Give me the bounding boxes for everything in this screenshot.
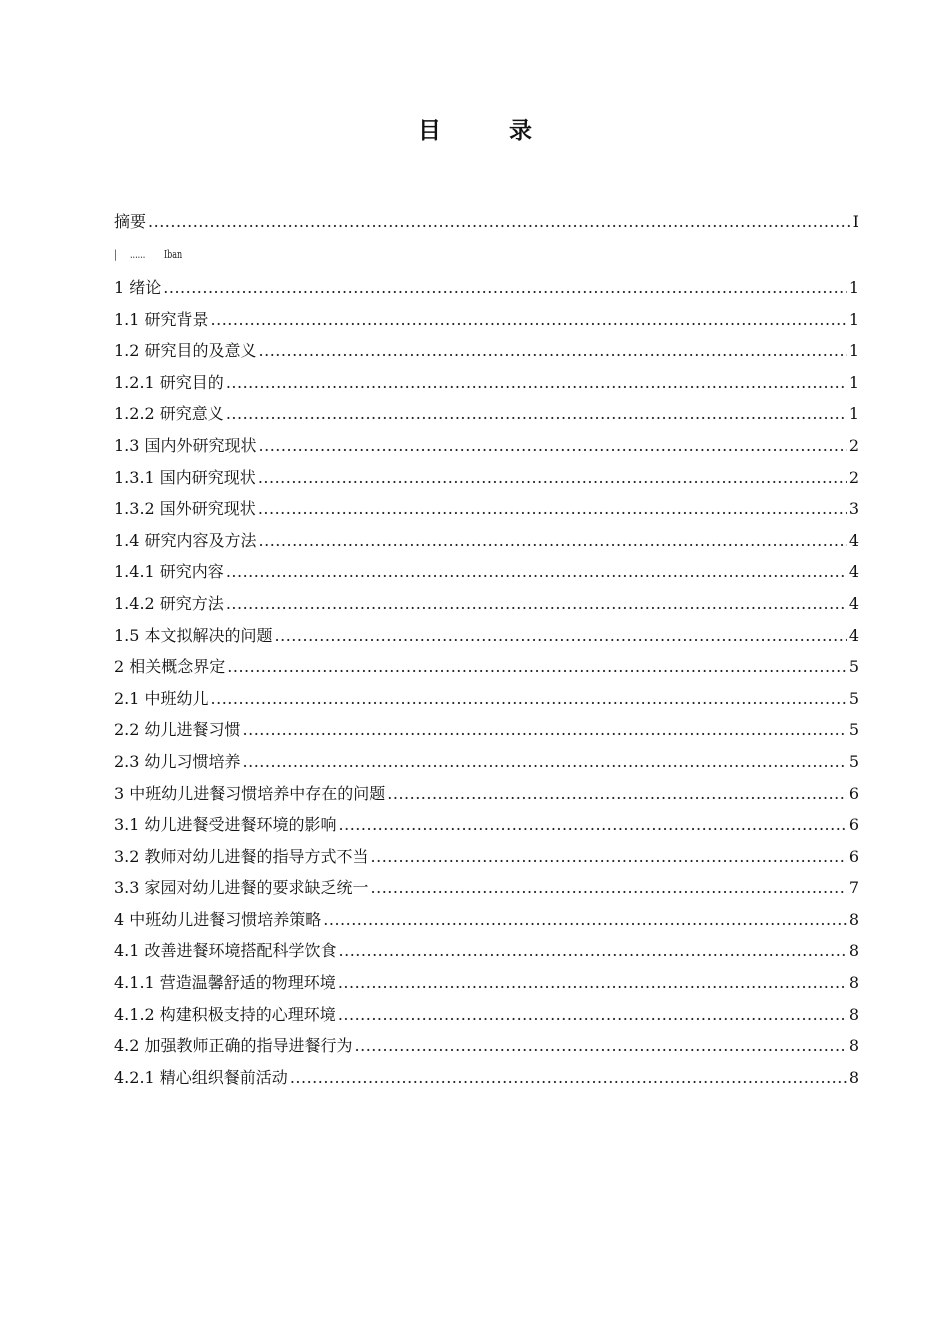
toc-dot-leader: [275, 620, 847, 652]
toc-entry-page: 1: [848, 372, 859, 392]
toc-entry-page: 3: [848, 499, 859, 519]
toc-entry-page: 4: [848, 530, 859, 550]
toc-entry-page: 4: [848, 593, 859, 613]
toc-entry[interactable]: [114, 778, 859, 810]
toc-entry-label: 1.2 研究目的及意义: [114, 341, 257, 361]
toc-dot-leader: [290, 1062, 847, 1094]
toc-entry-label: 3 中班幼儿进餐习惯培养中存在的问题: [114, 783, 386, 803]
toc-entry-page: 1: [848, 278, 859, 297]
toc-dot-leader: [258, 493, 847, 525]
toc-entry-page: 8: [848, 909, 859, 929]
toc-entry-label: 1.4 研究内容及方法: [114, 530, 257, 550]
toc-dot-leader: [355, 1030, 847, 1062]
toc-entry-page: 5: [848, 657, 859, 677]
toc-dot-leader: [163, 272, 847, 304]
toc-dot-leader: [211, 304, 847, 336]
toc-entry-page: 5: [848, 688, 859, 708]
toc-entry[interactable]: [114, 714, 859, 746]
toc-entry-label: 1.3.2 国外研究现状: [114, 499, 256, 519]
toc-entry[interactable]: [114, 872, 859, 904]
toc-dot-leader: [259, 525, 847, 557]
toc-entry-page: I: [852, 212, 859, 231]
toc-entry-label: 1.3 国内外研究现状: [114, 435, 257, 455]
toc-entry-label: 4.2.1 精心组织餐前活动: [114, 1067, 288, 1087]
toc-dot-leader: [226, 367, 847, 399]
toc-entry-label: 1.4.2 研究方法: [114, 593, 224, 613]
toc-entry-label: 1.2.2 研究意义: [114, 404, 224, 424]
toc-entry-page: 1: [848, 341, 859, 361]
toc-entry-label: 1.4.1 研究内容: [114, 562, 224, 582]
toc-entry-abstract[interactable]: [114, 205, 859, 238]
toc-entry-label: 3.1 幼儿进餐受进餐环境的影响: [114, 815, 337, 835]
toc-entry-page: 4: [848, 625, 859, 645]
toc-entry-label: 3.2 教师对幼儿进餐的指导方式不当: [114, 846, 369, 866]
toc-entry[interactable]: [114, 935, 859, 967]
toc-entry-label: 4 中班幼儿进餐习惯培养策略: [114, 909, 322, 929]
toc-dot-leader: [226, 398, 847, 430]
toc-dot-leader: [148, 205, 851, 238]
toc-entry[interactable]: [114, 809, 859, 841]
toc-entry-page: 1: [848, 309, 859, 329]
toc-entry[interactable]: [114, 493, 859, 525]
toc-entry[interactable]: [114, 335, 859, 367]
toc-entry[interactable]: [114, 1062, 859, 1094]
toc-entry-label: 4.1.2 构建积极支持的心理环境: [114, 1004, 336, 1024]
toc-entry-label: 4.1.1 营造温馨舒适的物理环境: [114, 973, 336, 993]
toc-entry[interactable]: [114, 272, 859, 304]
toc-entry[interactable]: [114, 746, 859, 778]
toc-entry[interactable]: [114, 1030, 859, 1062]
toc-entry[interactable]: [114, 683, 859, 715]
toc-entry[interactable]: [114, 304, 859, 336]
toc-entry-label: 1.2.1 研究目的: [114, 372, 224, 392]
toc-entry-page: 8: [848, 941, 859, 961]
page-title: 目 录: [417, 118, 562, 144]
toc-entry-label: 摘要: [114, 212, 147, 231]
toc-entry-garbled: [114, 238, 859, 272]
toc-entry-label: 2.3 幼儿习惯培养: [114, 751, 241, 771]
garbled-text: Iban: [164, 248, 183, 261]
toc-entry[interactable]: [114, 462, 859, 494]
toc-entry[interactable]: [114, 556, 859, 588]
toc-entry-label: 3.3 家园对幼儿进餐的要求缺乏统一: [114, 878, 369, 898]
toc-entry-label: 2.2 幼儿进餐习惯: [114, 720, 241, 740]
toc-entry-label: 4.2 加强教师正确的指导进餐行为: [114, 1036, 353, 1056]
toc-entry-label: 4.1 改善进餐环境搭配科学饮食: [114, 941, 337, 961]
toc-entry[interactable]: [114, 999, 859, 1031]
toc-dot-leader: [258, 462, 847, 494]
toc-dot-leader: [259, 335, 847, 367]
toc-entry-page: 2: [848, 467, 859, 487]
toc-entry-page: 2: [848, 435, 859, 455]
toc-entry[interactable]: [114, 841, 859, 873]
toc-entry[interactable]: [114, 367, 859, 399]
toc-entry-label: 2 相关概念界定: [114, 657, 226, 677]
toc-dot-leader: [259, 430, 847, 462]
garbled-dots: ......: [130, 248, 146, 261]
table-of-contents: [114, 205, 859, 1093]
toc-entry-label: 2.1 中班幼儿: [114, 688, 209, 708]
toc-dot-leader: [227, 651, 847, 683]
toc-entry[interactable]: [114, 904, 859, 936]
toc-entry-label: 1.5 本文拟解决的问题: [114, 625, 273, 645]
toc-entry-page: 5: [848, 720, 859, 740]
toc-dot-leader: [323, 904, 847, 936]
toc-entry[interactable]: [114, 525, 859, 557]
toc-dot-leader: [339, 935, 847, 967]
toc-dot-leader: [371, 872, 847, 904]
toc-entry[interactable]: [114, 398, 859, 430]
toc-dot-leader: [243, 714, 847, 746]
toc-dot-leader: [226, 556, 847, 588]
toc-entry[interactable]: [114, 430, 859, 462]
toc-dot-leader: [243, 746, 847, 778]
garbled-mark: |: [114, 248, 117, 261]
toc-entry-page: 7: [848, 878, 859, 898]
toc-entry[interactable]: [114, 651, 859, 683]
toc-entry-page: 8: [848, 1067, 859, 1087]
toc-entry-page: 1: [848, 404, 859, 424]
toc-dot-leader: [211, 683, 847, 715]
toc-dot-leader: [339, 809, 847, 841]
toc-entry-label: 1.1 研究背景: [114, 309, 209, 329]
toc-entry-page: 8: [848, 1004, 859, 1024]
toc-dot-leader: [226, 588, 847, 620]
toc-entry[interactable]: [114, 588, 859, 620]
toc-entry-page: 5: [848, 751, 859, 771]
toc-entry-page: 8: [848, 1036, 859, 1056]
toc-dot-leader: [387, 778, 847, 810]
toc-entry-label: 1 绪论: [114, 278, 162, 297]
toc-entry-page: 6: [848, 846, 859, 866]
toc-entry[interactable]: [114, 967, 859, 999]
toc-entry-page: 6: [848, 815, 859, 835]
toc-entry-page: 4: [848, 562, 859, 582]
toc-dot-leader: [371, 841, 847, 873]
toc-entry-label: 1.3.1 国内研究现状: [114, 467, 256, 487]
toc-entry-page: 8: [848, 973, 859, 993]
toc-dot-leader: [338, 999, 847, 1031]
toc-entry-list: [114, 272, 859, 1093]
toc-entry[interactable]: [114, 620, 859, 652]
toc-entry-page: 6: [848, 783, 859, 803]
toc-dot-leader: [338, 967, 847, 999]
